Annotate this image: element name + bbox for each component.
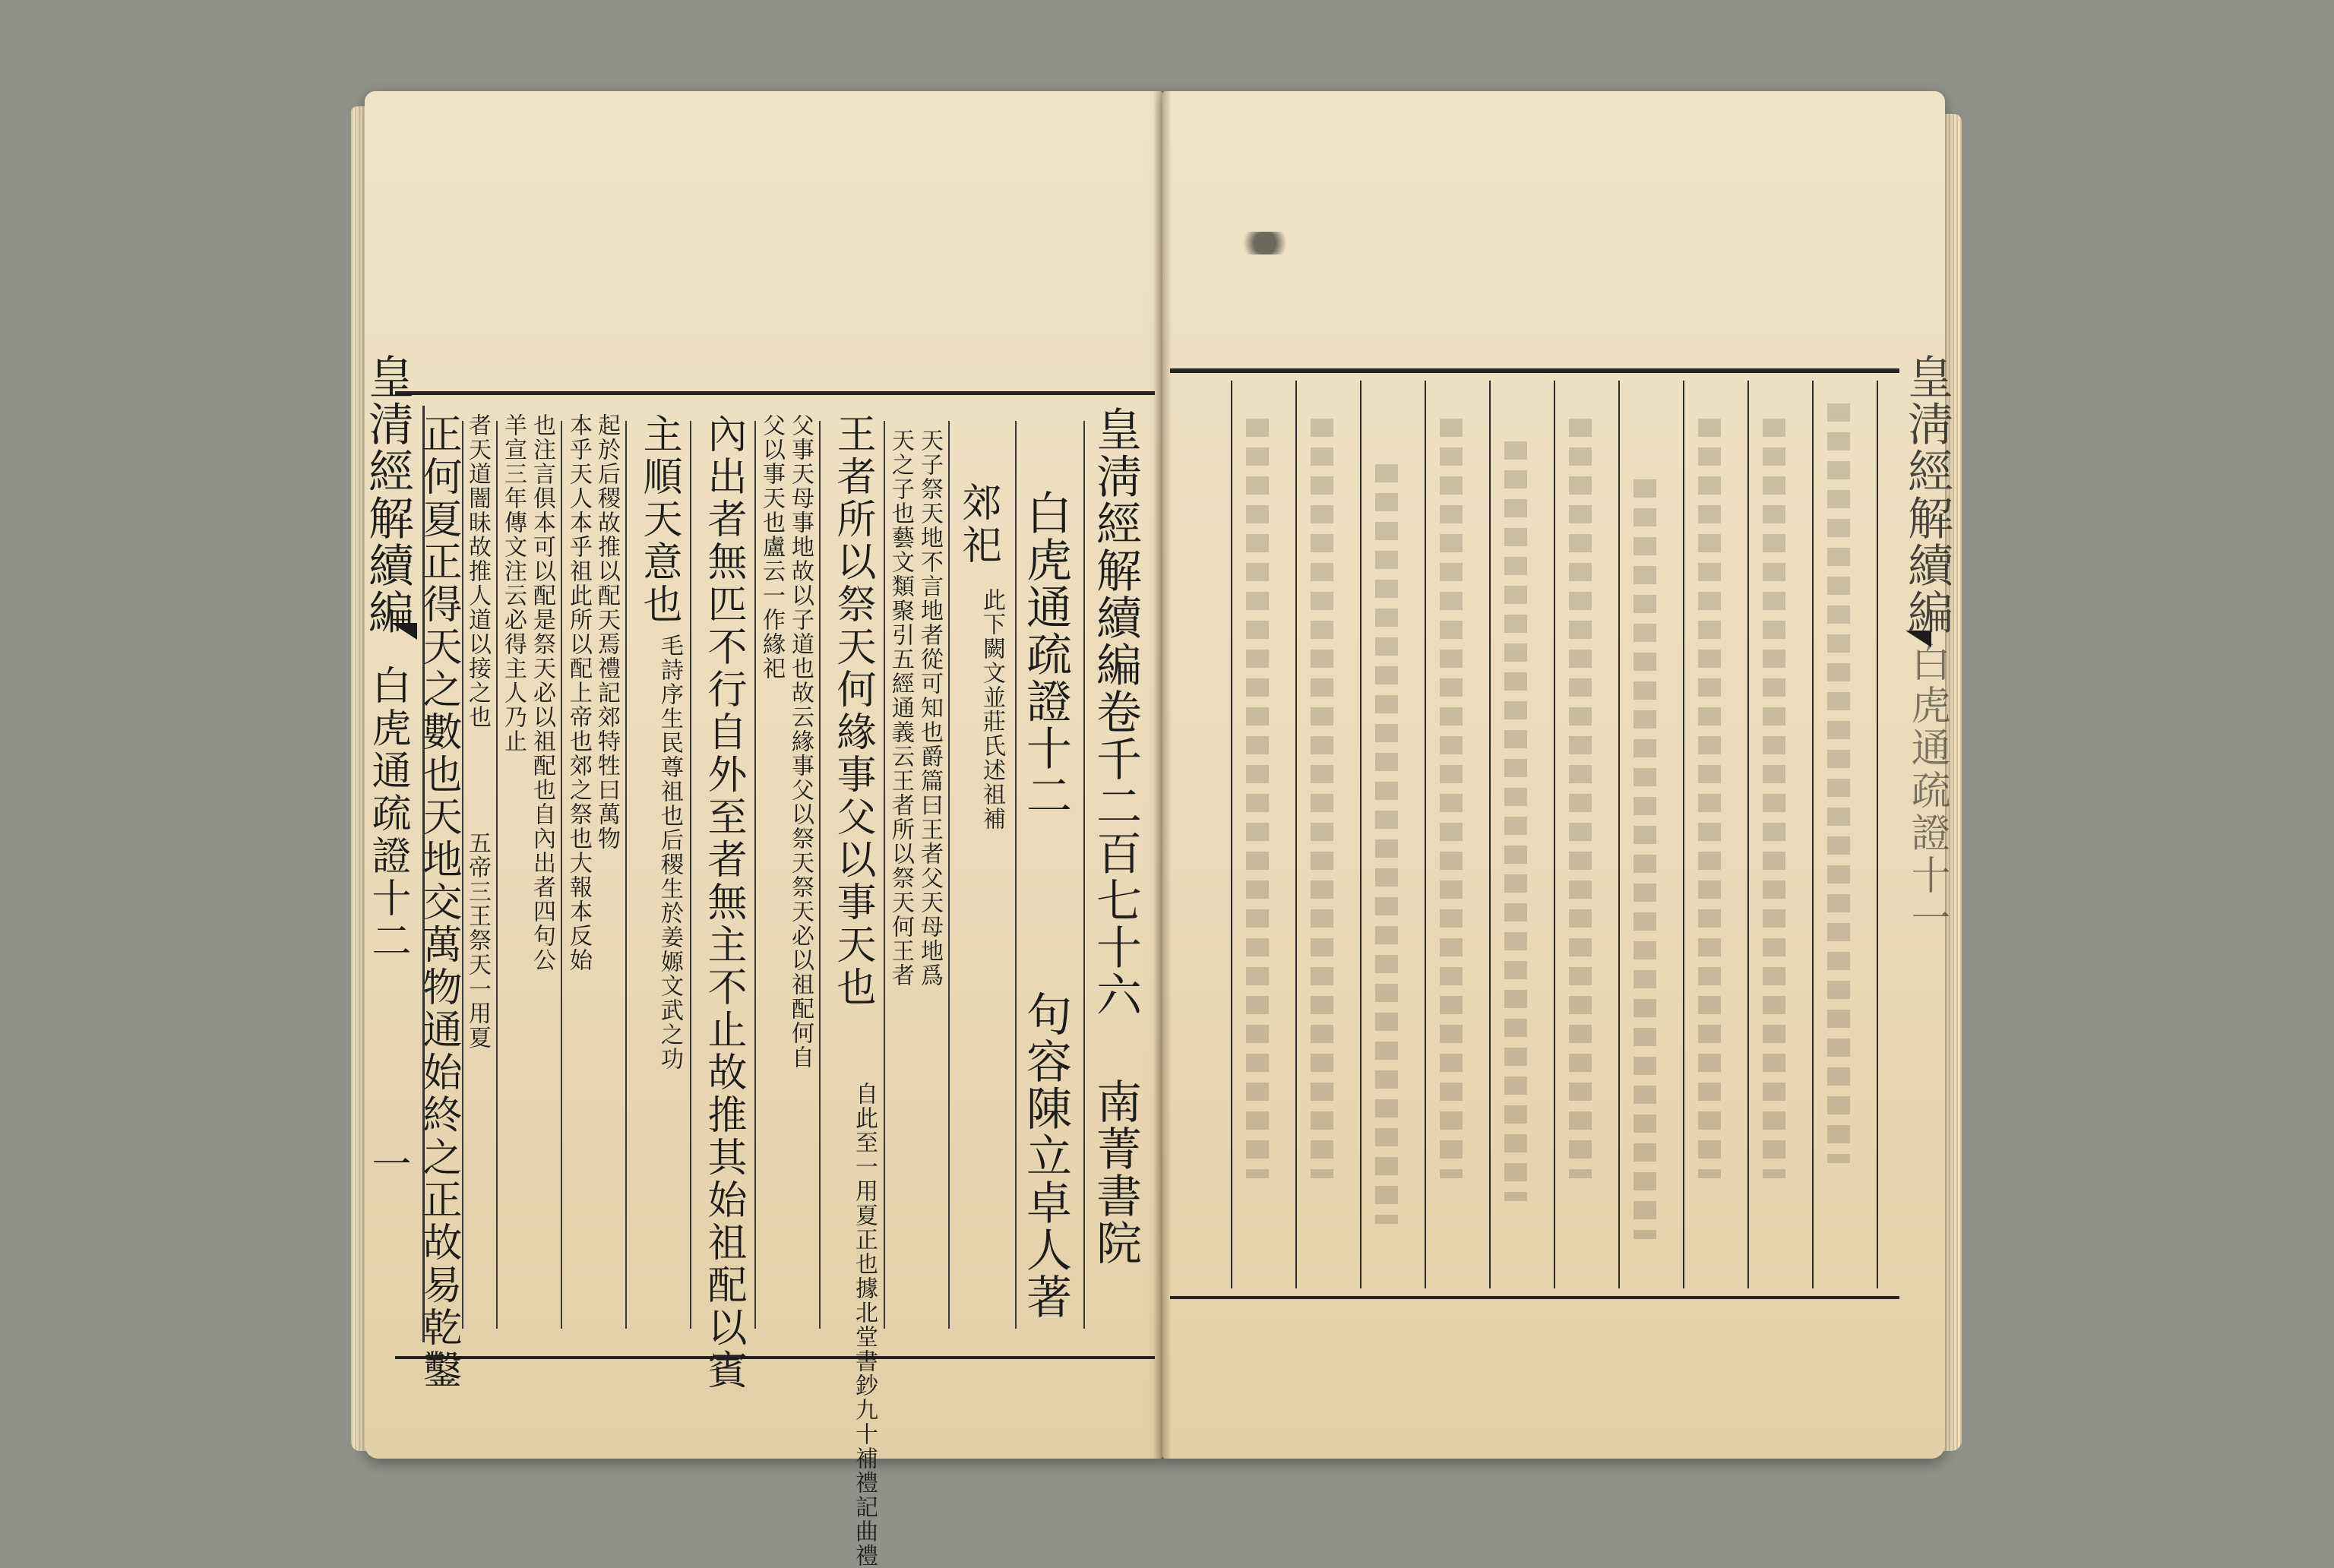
bleed-through [1827,403,1850,1163]
column-rule [948,421,950,1329]
text-column [565,413,591,972]
text-column [831,413,874,1009]
text-column [916,428,942,988]
text-column [787,413,813,1070]
fold-book-title: 皇淸經解續編 [1900,353,1953,636]
bleed-through [1633,479,1656,1239]
bleed-through [1440,419,1463,1178]
bleed-through [1763,419,1785,1178]
volume-heading: 皇淸經解續編卷千二百七十六 [1089,406,1142,1018]
commentary-line: 者天道闇昧故推人道以接之也 [464,413,491,729]
fold-title [363,353,412,636]
text-column [593,413,619,851]
column-rule [754,421,756,1329]
commentary-line: 羊宣三年傳文注云必得主人乃止 [500,413,527,754]
commentary-line: 本乎天人本乎祖此所以配上帝也郊之祭也大報本反始 [565,413,592,972]
right-text-block [1170,368,1899,1299]
leaf-number: 一 [365,1143,410,1186]
fold-book-title: 皇清經解續編 [361,353,414,636]
bleed-through [1569,419,1592,1178]
main-text-line: 主順天意也 [636,413,682,626]
column-rule [462,421,463,1329]
column-rule [819,421,821,1329]
column-rule [884,421,885,1329]
main-text-line: 王者所以祭天何緣事父以事天也 [830,413,875,1009]
text-column [529,413,555,972]
column-rule [1015,421,1017,1329]
ink-smudge [1231,232,1299,254]
commentary-line: 起於后稷故推以配天焉禮記郊特牲曰萬物 [593,413,620,851]
bleed-through [1375,464,1398,1224]
column-rule [1295,381,1297,1288]
bleed-through [1698,419,1721,1178]
column-rule [1812,381,1814,1288]
commentary-line: 父事天母事地故以子道也故云緣事父以祭天祭天必以祖配何自 [787,413,814,1070]
column-rule [1231,381,1232,1288]
right-fold-column [1899,353,1953,1276]
author-line: 句容陳立卓人著 [1019,991,1072,1320]
text-column [887,428,913,988]
section-heading: 郊祀 [955,482,1001,567]
fishtail-mark [391,623,417,640]
column-rule [1683,381,1684,1288]
column-rule [496,421,498,1329]
publisher-name: 南菁書院 [1089,1078,1142,1266]
fold-section-title: 白虎通疏證十二 [365,665,410,963]
text-column [1021,991,1070,1320]
text-column [957,482,999,567]
column-rule [1554,381,1555,1288]
main-text-note: 自此至一用夏正也據北堂書鈔九十補禮記曲禮 [851,1082,878,1568]
fold-section-title: 白虎通疏證十一 [1904,642,1950,940]
left-text-frame [416,406,1155,1568]
text-column [656,634,682,1071]
column-rule [690,421,691,1329]
text-column [500,413,526,754]
column-rule [1877,381,1878,1288]
chapter-title: 白虎通疏證十二 [1019,489,1072,819]
text-column [637,413,680,626]
text-column [702,413,745,1392]
column-rule [625,421,627,1329]
bleed-through [1504,441,1527,1201]
column-rule [1360,381,1362,1288]
fishtail-mark [1905,631,1931,647]
text-column [851,1082,877,1568]
main-text-line: 內出者無匹不行自外至者無主不止故推其始祖配以賓 [701,413,746,1392]
commentary-line: 也注言俱本可以配是祭天必以祖配也自內出者四句公 [529,413,555,972]
column-rule [1425,381,1426,1288]
column-rule [1618,381,1620,1288]
gutter-shadow [1153,91,1172,1459]
commentary-line: 天子祭天地不言地者從可知也爵篇曰王者父天母地爲 [916,428,943,988]
commentary-note: 五帝三王祭天一用夏 [464,831,491,1050]
column-rule [1489,381,1491,1288]
text-column [1091,1078,1140,1266]
column-rule [1083,421,1085,1329]
text-column [1021,489,1070,819]
fold-section [366,665,409,963]
commentary-line: 天之子也藝文類聚引五經通義云王者所以祭天何王者 [887,428,914,988]
fold-section [1905,642,1948,940]
fold-title [1902,353,1951,636]
text-column [464,831,490,1050]
column-rule [561,421,562,1329]
text-column [979,588,1004,831]
text-column [758,413,784,681]
main-text-note: 毛詩序生民尊祖也后稷生於姜嫄文武之功 [656,634,683,1071]
section-note: 此下闕文並莊氏述祖補 [979,588,1005,831]
left-text-block [395,391,1155,1568]
text-column [1091,406,1140,1018]
commentary-line: 父以事天也盧云一作緣祀 [758,413,785,681]
bleed-through [1246,419,1269,1178]
column-rule [1747,381,1749,1288]
fold-leaf [366,1143,409,1186]
bleed-through [1311,419,1333,1178]
main-text-line: 正何夏正得天之數也天地交萬物通始終之正故易乾鑿 [416,413,461,1392]
text-column [464,413,490,729]
left-fold-column [357,353,429,1257]
